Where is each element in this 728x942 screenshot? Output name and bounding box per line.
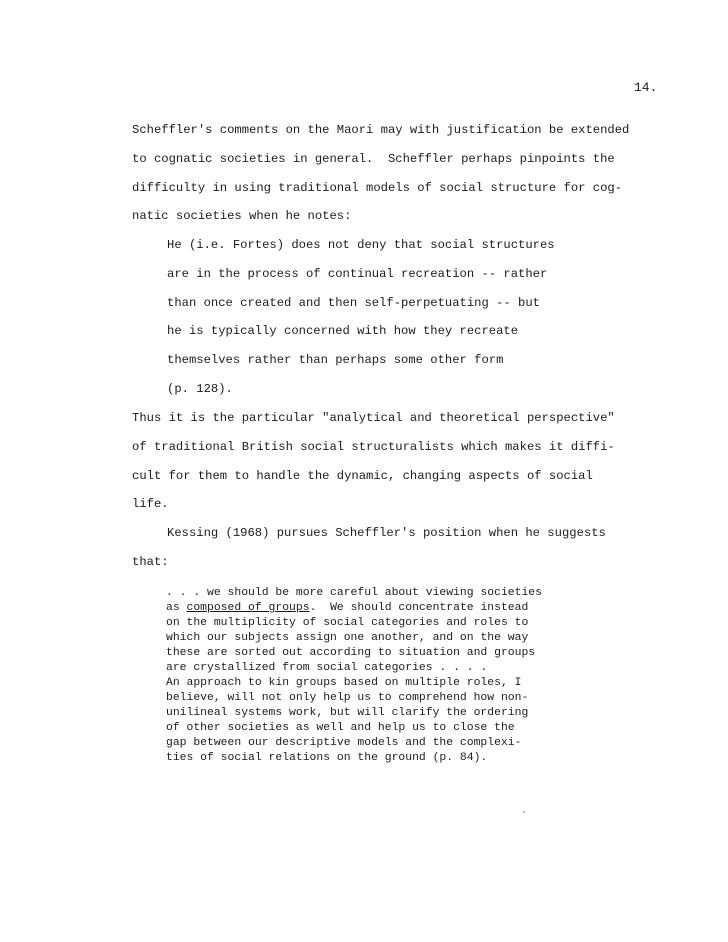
quote1-line-1: He (i.e. Fortes) does not deny that social structures: [167, 238, 555, 252]
quote1-line-6: (p. 128).: [167, 382, 233, 396]
paragraph3-line-1: Kessing (1968) pursues Scheffler's position when he suggests: [167, 526, 606, 540]
quote2-line-5: these are sorted out according to situation and groups: [166, 647, 536, 659]
quote1-line-4: he is typically concerned with how they recreate: [167, 324, 519, 338]
quote2-line-3: on the multiplicity of social categories and roles to: [166, 617, 529, 629]
quote2-line-4: which our subjects assign one another, and on the way: [166, 632, 529, 644]
underlined-phrase: composed of groups: [186, 602, 310, 614]
quote2-line-9: unilineal systems work, but will clarify the ordering: [166, 707, 529, 719]
paragraph2-line-3: cult for them to handle the dynamic, changing aspects of social: [132, 469, 593, 483]
quote2-line-7: An approach to kin groups based on multiple roles, I: [166, 677, 522, 689]
page-number: 14.: [634, 80, 658, 95]
quote2-line-10: of other societies as well and help us to close the: [166, 722, 515, 734]
quote2-line-1: . . . we should be more careful about viewing societies: [166, 587, 542, 599]
quote2-line-8: believe, will not only help us to comprehend how non-: [166, 692, 529, 704]
paragraph1-line-3: difficulty in using traditional models of social structure for cog-: [132, 181, 623, 195]
quote2-line-2: [166, 602, 528, 614]
paragraph2-line-2: of traditional British social structuralists which makes it diffi-: [132, 440, 615, 454]
scan-speck: [523, 811, 525, 813]
quote1-line-5: themselves rather than perhaps some other form: [167, 353, 504, 367]
quote2-line-2-start: as: [166, 602, 187, 614]
quote1-line-3: than once created and then self-perpetuating -- but: [167, 296, 540, 310]
quote2-line-2-end: . We should concentrate instead: [309, 602, 529, 614]
quote2-line-12: ties of social relations on the ground (p. 84).: [166, 752, 488, 764]
paragraph3-line-2: that:: [132, 555, 169, 569]
paragraph1-line-2: to cognatic societies in general. Scheffler perhaps pinpoints the: [132, 152, 615, 166]
quote1-line-2: are in the process of continual recreation -- rather: [167, 267, 548, 281]
paragraph2-line-4: life.: [132, 497, 169, 511]
paragraph2-line-1: Thus it is the particular "analytical and theoretical perspective": [132, 411, 615, 425]
paragraph1-line-4: natic societies when he notes:: [132, 209, 352, 223]
quote2-line-6: are crystallized from social categories . . . .: [166, 662, 488, 674]
quote2-line-11: gap between our descriptive models and the complexi-: [166, 737, 522, 749]
paragraph1-line-1: Scheffler's comments on the Maori may with justification be extended: [132, 123, 630, 137]
